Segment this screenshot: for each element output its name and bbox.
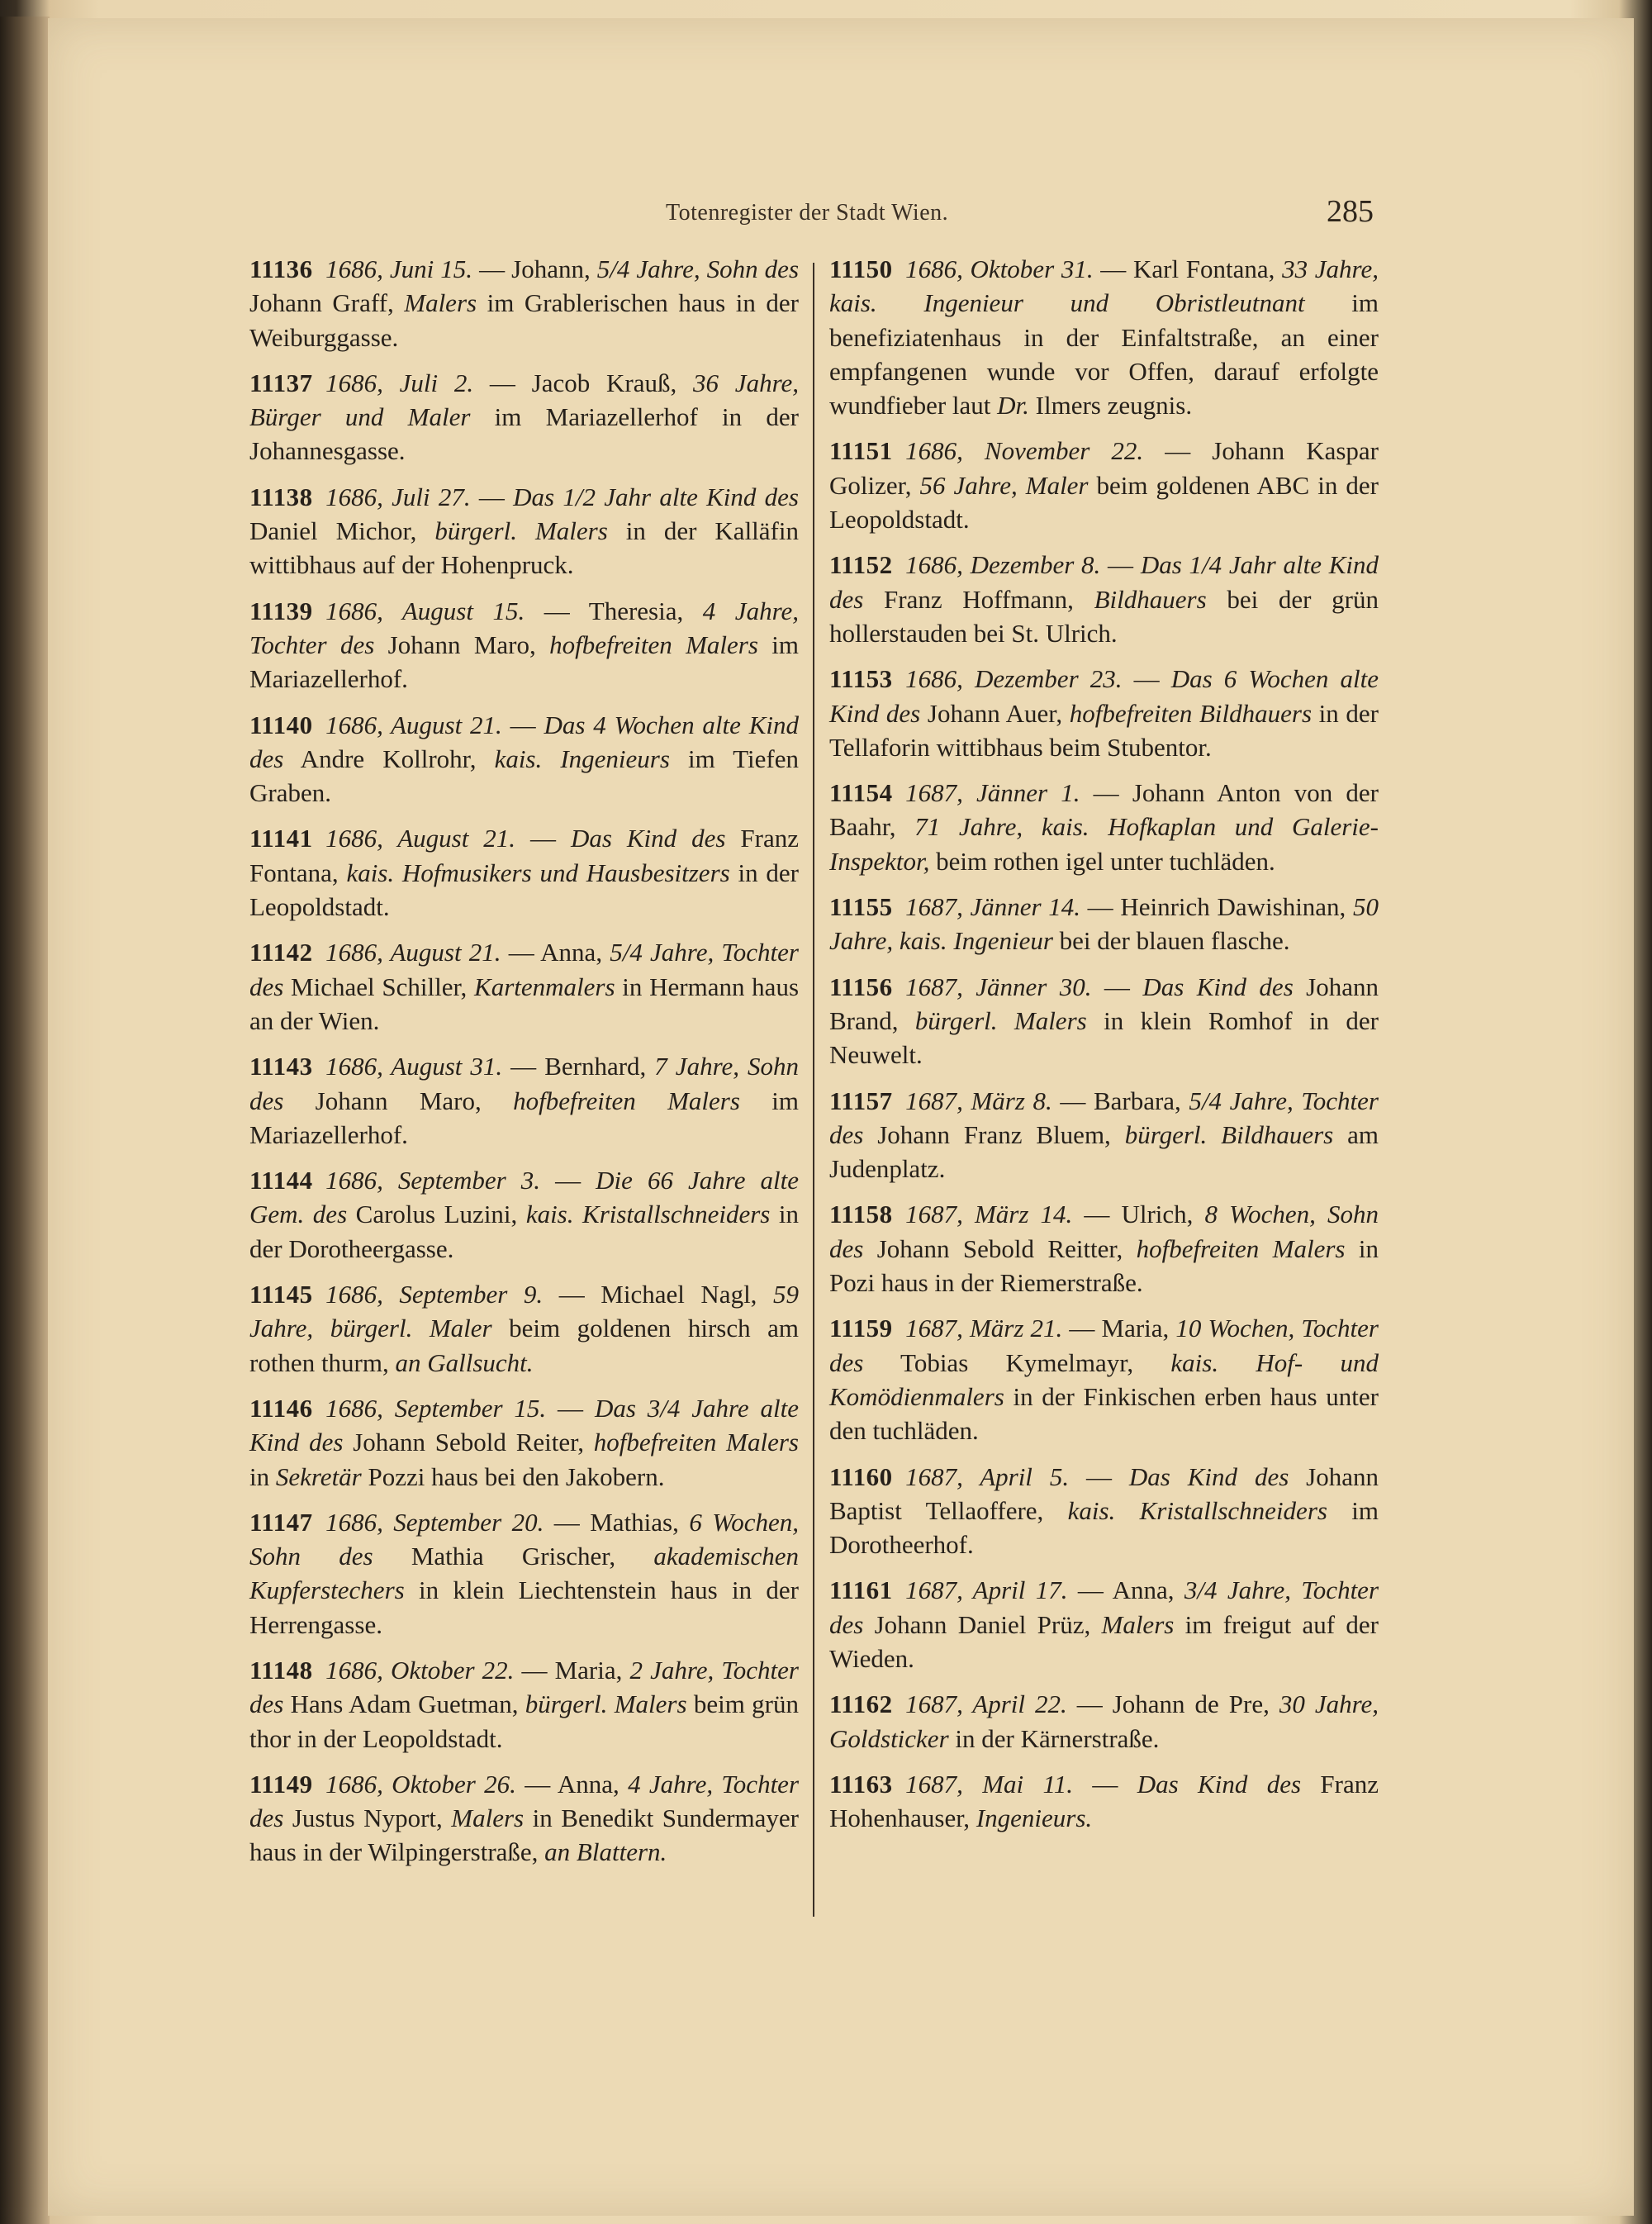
register-entry [829, 662, 1379, 764]
entry-text: in [249, 1461, 276, 1491]
entry-italic-text: 33 Jahre, kais. Ingenieur und Obristleutnant [829, 254, 1379, 318]
entry-text: Johann Sebold Reitter, [863, 1233, 1137, 1263]
entry-italic-text: 1687, April 22. [905, 1689, 1067, 1719]
entry-italic-text: 1687, März 21. [905, 1314, 1063, 1343]
entry-text: — Maria, [1062, 1314, 1176, 1343]
entry-text: Hans Adam Guetman, [283, 1689, 525, 1719]
entry-number: 11150 [829, 254, 893, 283]
entry-italic-text: 3/4 Jahre, Tochter des [829, 1575, 1379, 1639]
entry-italic-text: Malers [404, 288, 477, 318]
entry-italic-text: 1687, März 8. [905, 1086, 1052, 1115]
entry-italic-text: bürgerl. Malers [914, 1005, 1087, 1035]
entry-number: 11160 [829, 1461, 893, 1491]
entry-number: 11158 [829, 1200, 893, 1229]
register-entry [829, 1084, 1379, 1186]
register-entry [249, 252, 799, 354]
register-entry [829, 890, 1379, 958]
entry-text: Johann Graff, [249, 288, 405, 318]
register-entry [249, 1653, 799, 1756]
entry-italic-text: 1686, Oktober 31. [905, 254, 1094, 283]
entry-text: Andre Kollrohr, [283, 744, 495, 773]
entry-number: 11146 [249, 1393, 313, 1423]
register-entry [249, 1049, 799, 1152]
register-entry [249, 1277, 799, 1380]
entry-text: — Johann de Pre, [1066, 1689, 1279, 1719]
entry-text: Franz Fontana, [249, 824, 799, 887]
entry-text: Johann Baptist Tellaoffere, [829, 1461, 1379, 1525]
entry-text: im Mariazellerhof in der Johannesgasse. [249, 402, 799, 466]
entry-number: 11156 [829, 972, 893, 1001]
entry-italic-text: Sekretär [275, 1461, 362, 1491]
entry-number: 11152 [829, 550, 893, 580]
entry-italic-text: 1686, Oktober 22. [325, 1655, 515, 1685]
entry-italic-text: 1686, August 21. [325, 710, 502, 739]
entry-italic-text: 1687, März 14. [905, 1200, 1073, 1229]
entry-text: — Johann Kaspar Golizer, [829, 436, 1379, 500]
entry-text: — Anna, [1067, 1575, 1184, 1605]
entry-text: — Johann Anton von der Baahr, [829, 778, 1379, 842]
entry-italic-text: Ingenieurs. [976, 1803, 1093, 1833]
register-entry [829, 1573, 1379, 1675]
entry-italic-text: hofbefreiten Malers [513, 1086, 740, 1115]
entry-text: — [501, 710, 544, 739]
entry-italic-text: kais. Kristallschneiders [525, 1200, 771, 1229]
entry-number: 11143 [249, 1052, 313, 1081]
entry-number: 11140 [249, 710, 313, 739]
entry-italic-text: 4 Jahre, Tochter des [249, 1769, 800, 1833]
entry-text: im Tiefen Graben. [249, 744, 800, 808]
entry-text: beim rothen igel unter tuchläden. [929, 846, 1275, 876]
register-entry [249, 480, 799, 582]
entry-text: — Theresia, [525, 596, 703, 625]
entry-italic-text: Das 6 Wochen alte Kind des [829, 664, 1379, 728]
entry-text: beim goldenen ABC in der Leopoldstadt. [829, 470, 1379, 535]
entry-number: 11163 [829, 1769, 893, 1799]
entry-italic-text: 1686, September 20. [325, 1507, 544, 1537]
entry-number: 11154 [829, 778, 893, 808]
entry-italic-text: 5/4 Jahre, Sohn des [596, 254, 800, 283]
entry-text: — Karl Fontana, [1093, 254, 1283, 283]
entry-italic-text: 1687, Jänner 30. [905, 972, 1092, 1001]
entry-text: im Mariazellerhof. [249, 1086, 799, 1149]
register-entry [249, 708, 799, 810]
entry-italic-text: 1686, August 21. [325, 824, 516, 853]
entry-italic-text: kais. Ingenieurs [494, 744, 670, 773]
entry-italic-text: Kartenmalers [474, 972, 615, 1001]
entry-text: beim goldenen hirsch am rothen thurm, [249, 1314, 799, 1377]
entry-text: Johann Brand, [829, 972, 1379, 1035]
entry-text: Mathia Grischer, [373, 1542, 654, 1571]
entry-italic-text: 10 Wochen, Tochter des [829, 1314, 1379, 1377]
entry-italic-text: Das 1/4 Jahr alte Kind des [829, 550, 1379, 614]
entry-number: 11161 [829, 1575, 893, 1605]
entry-text: Johann Auer, [920, 698, 1070, 728]
entry-italic-text: 1686, November 22. [905, 436, 1144, 466]
entry-italic-text: 56 Jahre, Maler [919, 470, 1089, 500]
entry-text: in Benedikt Sundermayer haus in der Wilpingerstraße, [249, 1803, 799, 1867]
entry-text: — Michael Nagl, [543, 1280, 774, 1309]
register-entry [249, 1505, 799, 1642]
entry-text: — [470, 482, 514, 511]
register-entry [249, 821, 799, 924]
entry-italic-text: hofbefreiten Bildhauers [1069, 698, 1313, 728]
entry-text: — Mathias, [544, 1507, 690, 1537]
entry-text: Tobias Kymelmayr, [863, 1347, 1171, 1377]
entry-italic-text: 1686, September 9. [325, 1280, 544, 1309]
entry-italic-text: kais. Hof- und Komödienmalers [829, 1347, 1379, 1411]
entry-italic-text: 1686, August 21. [325, 938, 501, 967]
entry-italic-text: 30 Jahre, Goldsticker [829, 1689, 1379, 1753]
register-entry [249, 1767, 799, 1870]
entry-text: — Maria, [514, 1655, 630, 1685]
entry-text: Ilmers zeugnis. [1028, 391, 1193, 421]
entry-italic-text: Das Kind des [1137, 1769, 1302, 1799]
entry-number: 11148 [249, 1655, 313, 1685]
entry-italic-text: kais. Hofmusikers und Hausbesitzers [346, 858, 730, 887]
entry-text: in Pozi haus in der Riemerstraße. [829, 1233, 1379, 1298]
entry-number: 11155 [829, 892, 893, 922]
register-entry [829, 970, 1379, 1072]
entry-number: 11137 [249, 368, 313, 397]
entry-text: in der Dorotheergasse. [249, 1200, 799, 1263]
entry-text: — [1069, 1461, 1129, 1491]
entry-text: im benefiziatenhaus in der Einfaltstraße, an einer empfangenen wunde vor Offen, darauf erfolgte wundfieber laut [829, 288, 1379, 421]
entry-italic-text: bürgerl. Malers [525, 1689, 687, 1719]
entry-text: Franz Hoffmann, [863, 584, 1094, 614]
entry-text: im freigut auf der Wieden. [829, 1609, 1379, 1673]
entry-italic-text: Das Kind des [1128, 1461, 1289, 1491]
left-column [249, 252, 799, 1881]
entry-italic-text: Das Kind des [570, 824, 726, 853]
entry-italic-text: akademischen Kupferstechers [249, 1542, 799, 1605]
entry-number: 11151 [829, 436, 893, 466]
entry-italic-text: kais. Kristallschneiders [1067, 1495, 1327, 1525]
entry-italic-text: 59 Jahre, bürgerl. Maler [249, 1280, 800, 1343]
entry-italic-text: 50 Jahre, kais. Ingenieur [829, 892, 1379, 956]
entry-number: 11145 [249, 1280, 313, 1309]
entry-number: 11142 [249, 938, 313, 967]
entry-text: Johann Maro, [374, 630, 550, 659]
entry-text: — [515, 824, 571, 853]
entry-italic-text: 1686, Dezember 8. [905, 550, 1101, 580]
entry-italic-text: Das 1/2 Jahr alte Kind des [513, 482, 799, 511]
register-entry [249, 935, 799, 1038]
entry-text: — Ulrich, [1072, 1200, 1205, 1229]
entry-italic-text: Das Kind des [1142, 972, 1294, 1001]
entry-italic-text: 36 Jahre, Bürger und Maler [249, 368, 799, 432]
entry-text: in der Leopoldstadt. [249, 858, 800, 922]
entry-text: in Hermann haus an der Wien. [249, 972, 800, 1035]
entry-italic-text: Das 3/4 Jahre alte Kind des [249, 1393, 800, 1457]
entry-text: bei der blauen flasche. [1052, 926, 1290, 956]
entry-text: Johann Sebold Reiter, [343, 1428, 594, 1457]
entry-italic-text: an Gallsucht. [395, 1347, 534, 1377]
entry-text: — Johann, [472, 254, 597, 283]
entry-text: im Mariazellerhof. [249, 630, 799, 694]
register-entry [249, 366, 799, 468]
entry-italic-text: 1686, Dezember 23. [905, 664, 1123, 694]
entry-text: in der Kärnerstraße. [948, 1723, 1160, 1753]
entry-text: — [1091, 972, 1143, 1001]
entry-italic-text: bürgerl. Malers [434, 516, 608, 546]
register-entry [249, 594, 799, 696]
entry-text: Daniel Michor, [249, 516, 435, 546]
entry-text: — Bernhard, [502, 1052, 655, 1081]
entry-text: Johann Daniel Prüz, [863, 1609, 1102, 1639]
entry-text: — [1122, 664, 1171, 694]
entry-italic-text: Malers [1101, 1609, 1175, 1639]
entry-number: 11141 [249, 824, 313, 853]
entry-italic-text: Malers [451, 1803, 525, 1833]
entry-text: — Jacob Krauß, [473, 368, 694, 397]
entry-italic-text: Dr. [997, 391, 1029, 421]
entry-italic-text: 6 Wochen, Sohn des [249, 1507, 800, 1571]
entry-italic-text: 1686, August 31. [325, 1052, 503, 1081]
column-divider [813, 263, 814, 1917]
entry-italic-text: hofbefreiten Malers [549, 630, 758, 659]
entry-italic-text: bürgerl. Bildhauers [1124, 1119, 1334, 1149]
entry-text: bei der grün hollerstauden bei St. Ulrich. [829, 584, 1379, 648]
entry-number: 11138 [249, 482, 313, 511]
entry-italic-text: 1686, Oktober 26. [325, 1769, 516, 1799]
entry-italic-text: 2 Jahre, Tochter des [249, 1655, 799, 1719]
entry-text: in der Tellaforin wittibhaus beim Stubentor. [829, 698, 1379, 762]
entry-number: 11162 [829, 1689, 893, 1719]
entry-text: Johann Maro, [283, 1086, 514, 1115]
entry-italic-text: 1687, April 5. [905, 1461, 1070, 1491]
entry-italic-text: 1686, Juli 27. [325, 482, 471, 511]
entry-text: Michael Schiller, [283, 972, 475, 1001]
entry-text: — Anna, [501, 938, 610, 967]
entry-number: 11149 [249, 1769, 313, 1799]
entry-italic-text: hofbefreiten Malers [593, 1428, 799, 1457]
register-entry [829, 1767, 1379, 1836]
entry-text: — [1100, 550, 1141, 580]
entry-text: in der Kalläfin wittibhaus auf der Hohenpruck. [249, 516, 799, 580]
entry-text: Pozzi haus bei den Jakobern. [361, 1461, 665, 1491]
entry-italic-text: 71 Jahre, kais. Hofkaplan und Galerie-Inspektor, [829, 812, 1379, 876]
entry-number: 11136 [249, 254, 313, 283]
entry-italic-text: an Blattern. [544, 1837, 667, 1867]
entry-text: Johann Franz Bluem, [863, 1119, 1125, 1149]
entry-italic-text: 1686, September 15. [325, 1393, 547, 1423]
entry-number: 11157 [829, 1086, 893, 1115]
page-number: 285 [1327, 194, 1374, 229]
register-entry [829, 252, 1379, 422]
entry-number: 11159 [829, 1314, 893, 1343]
entry-text: — [546, 1393, 595, 1423]
register-entry [249, 1163, 799, 1266]
entry-italic-text: 1687, Mai 11. [905, 1769, 1073, 1799]
entry-text: — Anna, [515, 1769, 629, 1799]
entry-text: — Barbara, [1051, 1086, 1189, 1115]
entry-text: in klein Liechtenstein haus in der Herrengasse. [249, 1575, 799, 1639]
entry-text: Franz Hohenhauser, [829, 1769, 1379, 1833]
entry-text: im Dorotheerhof. [829, 1495, 1379, 1560]
book-spine [0, 17, 50, 2224]
register-entry [829, 1197, 1379, 1300]
right-column [829, 252, 1379, 1846]
entry-italic-text: hofbefreiten Malers [1136, 1233, 1346, 1263]
entry-text: — [540, 1166, 596, 1195]
header-title: Totenregister der Stadt Wien. [666, 200, 949, 226]
entry-number: 11144 [249, 1166, 313, 1195]
entry-text: im Grablerischen haus in der Weiburggasse. [249, 288, 799, 352]
entry-text: in der Finkischen erben haus unter den tuchläden. [829, 1381, 1379, 1446]
register-entry [829, 1460, 1379, 1562]
entry-number: 11147 [249, 1507, 313, 1537]
entry-italic-text: 1687, Jänner 1. [905, 778, 1080, 808]
entry-text: beim grün thor in der Leopoldstadt. [249, 1689, 799, 1753]
register-entry [829, 1687, 1379, 1756]
entry-italic-text: 1687, April 17. [905, 1575, 1068, 1605]
entry-text: Carolus Luzini, [347, 1200, 526, 1229]
register-entry [829, 434, 1379, 536]
entry-italic-text: 1686, September 3. [325, 1166, 541, 1195]
entry-text: in klein Romhof in der Neuwelt. [829, 1005, 1379, 1070]
running-header [0, 182, 1652, 231]
entry-text: Justus Nyport, [283, 1803, 452, 1833]
register-entry [249, 1391, 799, 1494]
entry-italic-text: 1687, Jänner 14. [905, 892, 1081, 922]
register-entry [829, 776, 1379, 878]
register-entry [829, 1311, 1379, 1447]
register-entry [829, 548, 1379, 650]
entry-italic-text: 7 Jahre, Sohn des [249, 1052, 799, 1115]
entry-italic-text: 5/4 Jahre, Tochter des [249, 938, 799, 1001]
entry-italic-text: Die 66 Jahre alte Gem. des [249, 1166, 799, 1229]
entry-number: 11153 [829, 664, 893, 694]
entry-italic-text: 1686, Juni 15. [325, 254, 473, 283]
entry-text: am Judenplatz. [829, 1119, 1379, 1184]
entry-italic-text: Bildhauers [1094, 584, 1207, 614]
entry-italic-text: 1686, August 15. [325, 596, 525, 625]
entry-italic-text: 4 Jahre, Tochter des [249, 596, 799, 659]
entry-italic-text: Das 4 Wochen alte Kind des [249, 710, 799, 773]
entry-italic-text: 5/4 Jahre, Tochter des [829, 1086, 1379, 1149]
entry-text: — [1072, 1769, 1137, 1799]
entry-number: 11139 [249, 596, 313, 625]
entry-text: — Heinrich Dawishinan, [1080, 892, 1353, 922]
entry-italic-text: 8 Wochen, Sohn des [829, 1200, 1379, 1263]
entry-italic-text: 1686, Juli 2. [325, 368, 474, 397]
